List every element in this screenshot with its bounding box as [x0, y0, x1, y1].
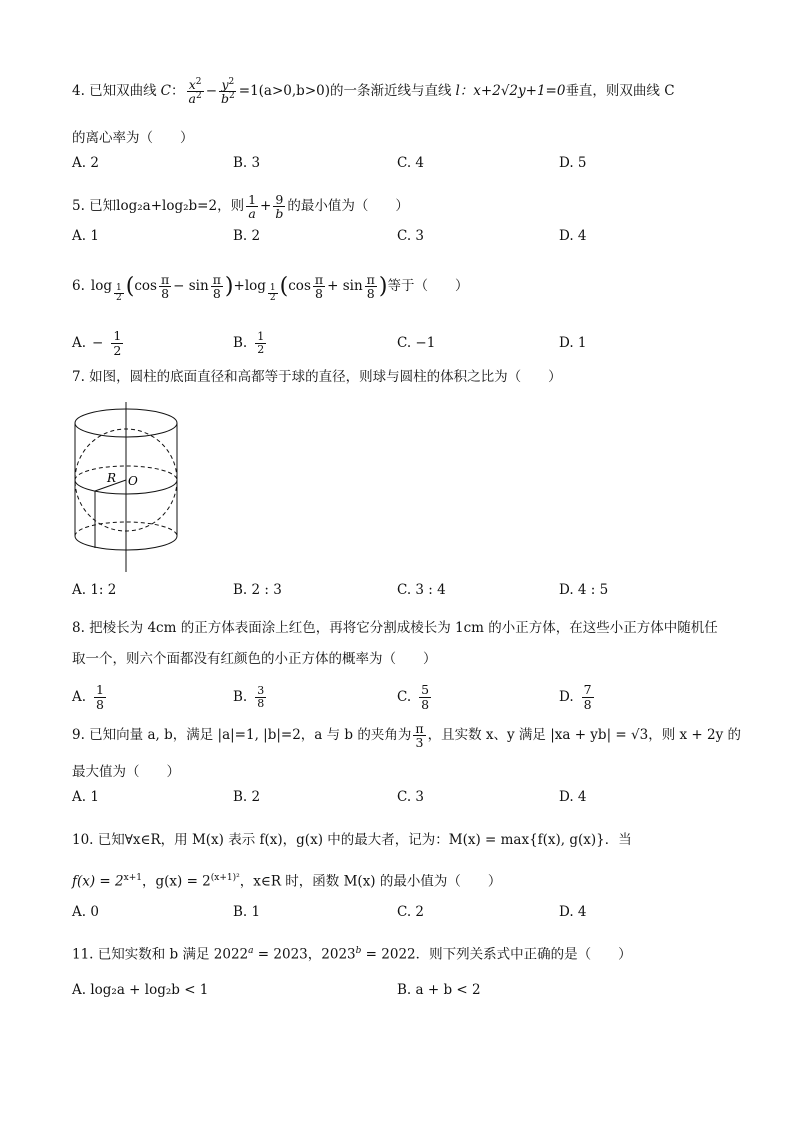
q5-text-a: 5. 已知log₂a+log₂b=2，则: [72, 197, 245, 214]
q9-line2: 最大值为（ ）: [72, 764, 180, 780]
q4-x: x: [188, 77, 196, 93]
q4-y: y: [221, 77, 229, 93]
q5-frac2: [273, 193, 285, 220]
q8-option-a[interactable]: [72, 683, 108, 710]
q9-option-d[interactable]: D. 4: [559, 789, 587, 805]
q8-options: [72, 678, 732, 716]
q5-line: [72, 193, 409, 220]
q6-plus-log: +log: [233, 278, 266, 295]
q6-option-b-num: 1: [257, 329, 265, 343]
q6-option-b-den: 2: [257, 342, 265, 356]
q6-frac3-den: 8: [315, 286, 323, 302]
q6-option-a-frac: [111, 329, 123, 356]
q10-f: f(x) = 2: [72, 873, 124, 890]
q8-option-c-num: 5: [421, 682, 430, 698]
q9-frac: [413, 722, 425, 749]
q6-log1: log: [90, 278, 112, 295]
q9-option-a[interactable]: A. 1: [72, 789, 99, 805]
q6-base1-num: 1: [115, 283, 122, 293]
q6-option-b-label: B.: [233, 335, 248, 351]
q11-sup-a: a: [248, 946, 254, 956]
q6-option-c[interactable]: C. −1: [397, 335, 436, 351]
q8-option-a-label: A.: [72, 689, 87, 705]
q7-label-r: R: [107, 471, 117, 485]
q4-line2: 的离心率为（ ）: [72, 130, 194, 146]
q10-tail: ，x∈R 时，函数 M(x) 的最小值为（ ）: [239, 873, 502, 890]
q4-a: a: [188, 91, 196, 107]
q6-frac4: [365, 273, 377, 300]
q4-cond: =1(a>0,b>0): [238, 83, 330, 100]
q4-line1: [72, 78, 675, 106]
q6-paren-close2: ): [378, 273, 388, 299]
q6-plus-sin: + sin: [327, 278, 363, 295]
q9-text-a: 9. 已知向量 a, b，满足 |a|=1, |b|=2，a 与 b 的夹角为: [72, 726, 412, 743]
q5-frac2-num: 9: [275, 192, 284, 207]
q9-frac-num: π: [415, 721, 424, 736]
q10-option-c[interactable]: C. 2: [397, 904, 425, 920]
q8-option-a-den: 8: [96, 696, 104, 712]
q11-mid: = 2023，2023: [253, 946, 356, 963]
q4-tail: 垂直，则双曲线 C: [565, 83, 675, 100]
q6-tail: 等于（ ）: [387, 278, 469, 295]
q5-option-a[interactable]: A. 1: [72, 228, 99, 244]
q7-option-c[interactable]: C. 3 : 4: [397, 582, 446, 598]
q6-frac2-den: 8: [212, 286, 221, 302]
q6-minus-sin: − sin: [173, 278, 209, 295]
q6-option-a-num: 1: [113, 328, 122, 344]
q6-option-a[interactable]: [72, 329, 125, 356]
q4-option-b[interactable]: B. 3: [233, 155, 261, 171]
q10-g: ，g(x) = 2: [141, 873, 211, 890]
q8-option-a-num: 1: [96, 682, 104, 698]
q10-f-exp: x+1: [123, 873, 142, 883]
q5-option-c[interactable]: C. 3: [397, 228, 425, 244]
q6-paren-open2: (: [279, 273, 289, 299]
q5-text-b: 的最小值为（ ）: [287, 197, 409, 214]
q11-text-a: 11. 已知实数和 b 满足 2022: [72, 946, 249, 963]
q6-option-a-sign: −: [92, 335, 104, 351]
q4-line-l: l：x+2√2y+1=0: [455, 83, 566, 100]
q6-option-a-label: A.: [72, 335, 87, 351]
q7-cylinder-sphere-figure: [68, 400, 188, 575]
q10-g-exp: (x+1)²: [210, 873, 240, 883]
q5-frac2-den: b: [275, 206, 284, 222]
q6-option-d[interactable]: D. 1: [559, 335, 587, 351]
q6-base2-num: 1: [269, 283, 276, 293]
q8-option-d-den: 8: [583, 696, 592, 712]
q6-frac1: [159, 273, 171, 300]
q6-cos2: cos: [288, 278, 311, 295]
q6-paren-open1: (: [125, 273, 135, 299]
q7-option-d[interactable]: D. 4 : 5: [559, 582, 609, 598]
q5-option-d[interactable]: D. 4: [559, 228, 587, 244]
q8-option-c-den: 8: [421, 696, 430, 712]
q6-frac3-num: π: [314, 272, 324, 288]
q7-text: 7. 如图，圆柱的底面直径和高都等于球的直径，则球与圆柱的体积之比为（ ）: [72, 369, 562, 385]
q8-option-b-num: 3: [257, 683, 265, 697]
q8-option-c-label: C.: [397, 689, 412, 705]
q7-option-a[interactable]: A. 1: 2: [72, 582, 117, 598]
q6-frac2-num: π: [212, 272, 221, 288]
q5-option-b[interactable]: B. 2: [233, 228, 261, 244]
q6-num: 6.: [72, 278, 85, 295]
q9-option-c[interactable]: C. 3: [397, 789, 425, 805]
q6-frac1-num: π: [160, 272, 170, 288]
q6-option-b-frac: [255, 331, 266, 355]
q6-frac2: [211, 273, 223, 300]
q4-frac-y: $\frac{y^2}{b^2}$: [221, 77, 235, 107]
q7-label-o: O: [128, 474, 138, 488]
q10-line2: [72, 874, 501, 889]
q4-option-d[interactable]: D. 5: [559, 155, 587, 171]
q8-line2: 取一个，则六个面都没有红颜色的小正方体的概率为（ ）: [72, 651, 437, 667]
q11-sup-b: b: [355, 946, 362, 956]
q6-frac1-den: 8: [161, 286, 170, 302]
q5-plus: +: [260, 197, 272, 214]
q10-option-a[interactable]: A. 0: [72, 904, 99, 920]
q6-options: [72, 326, 732, 360]
q8-option-b-den: 8: [257, 696, 265, 710]
q4-mid: 的一条渐近线与直线: [329, 83, 452, 100]
q4-option-c[interactable]: C. 4: [397, 155, 425, 171]
q9-text-b: ，且实数 x、y 满足 |xa + yb| = √3，则 x + 2y 的: [427, 726, 742, 743]
q6-frac4-num: π: [366, 272, 375, 288]
q8-option-b-label: B.: [233, 689, 248, 705]
q4-curve: C: [160, 83, 172, 100]
q4-prefix: 4. 已知双曲线: [72, 83, 157, 100]
q11-tail: = 2022．则下列关系式中正确的是（ ）: [361, 946, 632, 963]
q8-option-d[interactable]: [559, 683, 596, 710]
q4-option-a[interactable]: A. 2: [72, 155, 99, 171]
q5-frac1: [246, 193, 258, 220]
q6-base1: [114, 284, 124, 304]
q6-frac3: [313, 273, 325, 300]
q6-base2-den: 2: [269, 293, 276, 304]
q6-base2: [268, 284, 278, 304]
q6-option-b[interactable]: [233, 331, 268, 355]
q4-minus: −: [205, 83, 218, 100]
q11-line1: [72, 947, 632, 962]
q8-line1: 8. 把棱长为 4cm 的正方体表面涂上红色，再将它分割成棱长为 1cm 的小正方体，在这些小正方体中随机任: [72, 620, 718, 636]
q6-base1-den: 2: [115, 293, 122, 304]
q10-option-b[interactable]: B. 1: [233, 904, 261, 920]
q8-option-c[interactable]: [397, 683, 433, 710]
q5-frac1-den: a: [248, 206, 256, 222]
q11-option-a[interactable]: A. log₂a + log₂b < 1: [72, 982, 209, 998]
q4-b: b: [221, 91, 230, 107]
q8-option-d-label: D.: [559, 689, 574, 705]
q8-option-b-frac: [255, 685, 266, 709]
q5-frac1-num: 1: [248, 192, 257, 207]
q7-option-b[interactable]: B. 2 : 3: [233, 582, 282, 598]
q6-frac4-den: 8: [366, 286, 375, 302]
q8-option-c-frac: [419, 683, 431, 710]
q8-option-b[interactable]: [233, 685, 268, 709]
q9-option-b[interactable]: B. 2: [233, 789, 261, 805]
q6-option-a-den: 2: [113, 342, 122, 358]
q6-line: [72, 270, 468, 304]
q10-option-d[interactable]: D. 4: [559, 904, 587, 920]
q8-option-d-num: 7: [583, 682, 592, 698]
q8-option-a-frac: [94, 683, 106, 710]
q10-line1: 10. 已知∀x∈R，用 M(x) 表示 f(x)，g(x) 中的最大者，记为：M(x) = max{f(x), g(x)}．当: [72, 832, 632, 848]
q4-colon: ：: [171, 83, 185, 100]
q8-option-d-frac: [582, 683, 594, 710]
q4-frac-x: $\frac{x^2}{a^2}$: [188, 77, 202, 107]
q6-paren-close1: ): [224, 273, 234, 299]
q9-line1: [72, 722, 741, 749]
q6-cos1: cos: [134, 278, 157, 295]
q11-option-b[interactable]: B. a + b < 2: [397, 982, 481, 998]
q9-frac-den: 3: [415, 735, 424, 751]
